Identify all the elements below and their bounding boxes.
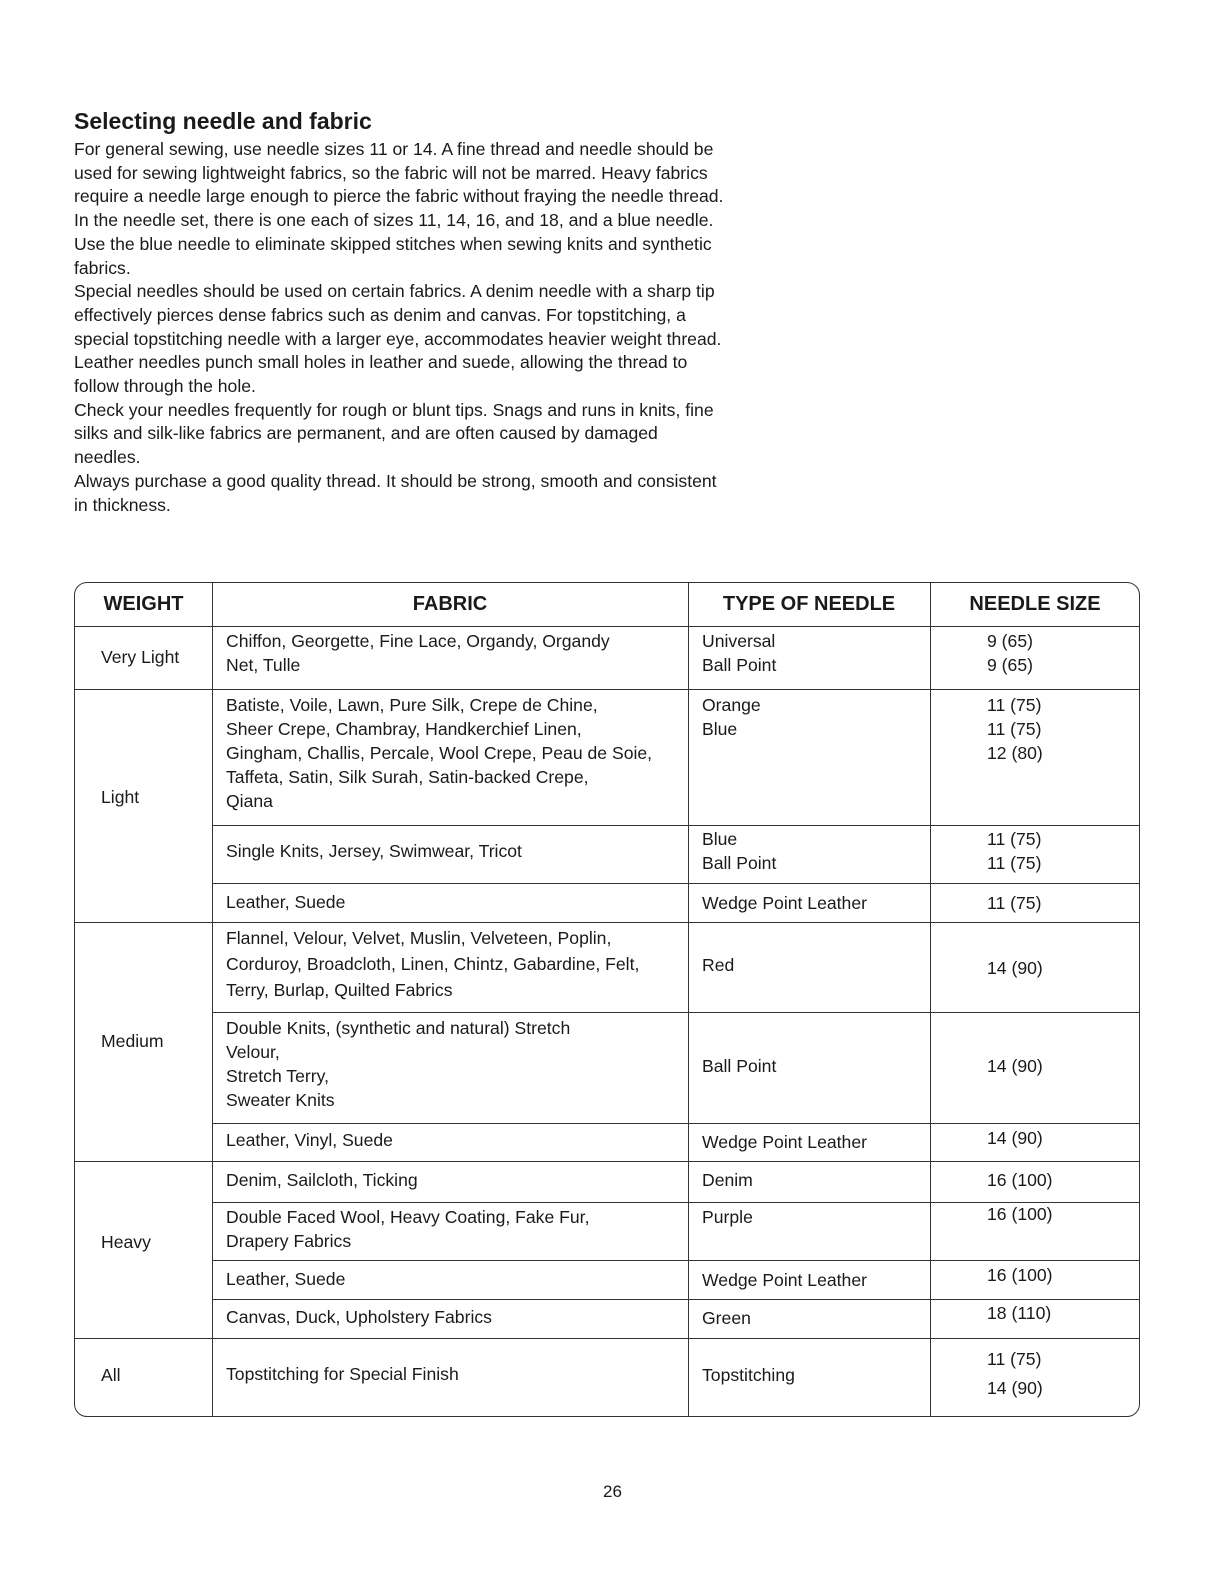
needle-size-cell: 11 (75) — [987, 893, 1042, 913]
needle-size-cell: 11 (75) — [987, 695, 1042, 715]
weight-very-light: Very Light — [101, 647, 180, 667]
needle-type-cell: Green — [702, 1308, 751, 1328]
fabric-cell: Canvas, Duck, Upholstery Fabrics — [226, 1307, 492, 1327]
intro-line: needles. — [74, 447, 141, 468]
fabric-cell: Leather, Vinyl, Suede — [226, 1130, 393, 1150]
needle-type-cell: Wedge Point Leather — [702, 1132, 867, 1152]
intro-line: Check your needles frequently for rough or blunt tips. Snags and runs in knits, fine — [74, 399, 714, 420]
intro-line: used for sewing lightweight fabrics, so the fabric will not be marred. Heavy fabrics — [74, 162, 708, 183]
fabric-cell: Corduroy, Broadcloth, Linen, Chintz, Gabardine, Felt, — [226, 954, 640, 974]
needle-type-cell: Ball Point — [702, 655, 777, 675]
needle-size-cell: 16 (100) — [987, 1265, 1053, 1285]
fabric-cell: Batiste, Voile, Lawn, Pure Silk, Crepe de Chine, — [226, 695, 598, 715]
fabric-cell: Sweater Knits — [226, 1090, 335, 1110]
row-divider — [212, 1299, 1139, 1300]
intro-line: require a needle large enough to pierce the fabric without fraying the needle thread. — [74, 186, 724, 207]
needle-type-cell: Denim — [702, 1170, 753, 1190]
intro-line: Special needles should be used on certain fabrics. A denim needle with a sharp tip — [74, 281, 715, 302]
row-divider — [212, 1012, 1139, 1013]
weight-all: All — [101, 1365, 121, 1385]
fabric-cell: Gingham, Challis, Percale, Wool Crepe, Peau de Soie, — [226, 743, 653, 763]
intro-line: For general sewing, use needle sizes 11 or 14. A fine thread and needle should be — [74, 139, 714, 159]
fabric-cell: Velour, — [226, 1042, 280, 1062]
needle-size-cell: 16 (100) — [987, 1204, 1053, 1224]
row-divider — [75, 922, 1139, 923]
fabric-cell: Sheer Crepe, Chambray, Handkerchief Linen, — [226, 719, 582, 739]
fabric-cell: Taffeta, Satin, Silk Surah, Satin-backed Crepe, — [226, 767, 589, 787]
intro-line: effectively pierces dense fabrics such as denim and canvas. For topstitching, a — [74, 304, 686, 325]
needle-type-cell: Blue — [702, 829, 738, 849]
needle-size-cell: 9 (65) — [987, 655, 1033, 675]
needle-type-cell: Purple — [702, 1207, 753, 1227]
intro-line: follow through the hole. — [74, 376, 256, 397]
weight-light: Light — [101, 787, 140, 807]
row-divider — [212, 1260, 1139, 1261]
intro-line: Use the blue needle to eliminate skipped stitches when sewing knits and synthetic — [74, 233, 712, 254]
needle-size-cell: 11 (75) — [987, 1349, 1042, 1369]
needle-type-cell: Ball Point — [702, 853, 777, 873]
fabric-cell: Chiffon, Georgette, Fine Lace, Organdy, Organdy — [226, 631, 610, 651]
needle-size-cell: 11 (75) — [987, 853, 1042, 873]
fabric-cell: Denim, Sailcloth, Ticking — [226, 1170, 418, 1190]
header-weight: WEIGHT — [103, 593, 184, 615]
intro-line: silks and silk-like fabrics are permanent, and are often caused by damaged — [74, 423, 658, 444]
needle-size-cell: 14 (90) — [987, 1128, 1043, 1148]
needle-size-cell: 14 (90) — [987, 1056, 1043, 1076]
intro-line: Leather needles punch small holes in leather and suede, allowing the thread to — [74, 352, 688, 373]
intro-line: Always purchase a good quality thread. It should be strong, smooth and consistent — [74, 470, 717, 491]
needle-size-cell: 12 (80) — [987, 743, 1043, 763]
needle-size-cell: 14 (90) — [987, 1378, 1043, 1398]
intro-line: special topstitching needle with a larger eye, accommodates heavier weight thread. — [74, 328, 722, 349]
row-divider — [212, 1123, 1139, 1124]
row-divider — [75, 1161, 1139, 1162]
row-divider — [75, 1338, 1139, 1339]
fabric-cell: Qiana — [226, 791, 273, 811]
fabric-cell: Double Knits, (synthetic and natural) Stretch — [226, 1018, 571, 1038]
fabric-cell: Leather, Suede — [226, 1269, 346, 1289]
header-needle-size: NEEDLE SIZE — [969, 593, 1101, 615]
needle-type-cell: Topstitching — [702, 1365, 795, 1385]
fabric-cell: Drapery Fabrics — [226, 1231, 352, 1251]
intro-line: fabrics. — [74, 257, 131, 278]
intro-text — [74, 138, 834, 517]
column-divider — [212, 583, 213, 1416]
needle-type-cell: Orange — [702, 695, 761, 715]
fabric-cell: Double Faced Wool, Heavy Coating, Fake Fur, — [226, 1207, 590, 1227]
weight-heavy: Heavy — [101, 1232, 151, 1252]
fabric-cell: Single Knits, Jersey, Swimwear, Tricot — [226, 841, 522, 861]
fabric-cell: Terry, Burlap, Quilted Fabrics — [226, 980, 453, 1000]
section-heading: Selecting needle and fabric — [74, 108, 372, 134]
needle-size-cell: 14 (90) — [987, 958, 1043, 978]
needle-type-cell: Blue — [702, 719, 738, 739]
fabric-cell: Stretch Terry, — [226, 1066, 329, 1086]
needle-size-cell: 11 (75) — [987, 829, 1042, 849]
needle-type-cell: Universal — [702, 631, 776, 651]
needle-type-cell: Wedge Point Leather — [702, 893, 867, 913]
intro-line: In the needle set, there is one each of sizes 11, 14, 16, and 18, and a blue needle. — [74, 210, 714, 231]
fabric-cell: Flannel, Velour, Velvet, Muslin, Velveteen, Poplin, — [226, 928, 612, 948]
header-type-of-needle: TYPE OF NEEDLE — [722, 593, 896, 615]
weight-medium: Medium — [101, 1031, 164, 1051]
fabric-cell: Topstitching for Special Finish — [226, 1364, 459, 1384]
needle-type-cell: Ball Point — [702, 1056, 777, 1076]
fabric-cell: Net, Tulle — [226, 655, 301, 675]
header-divider — [75, 626, 1139, 627]
column-divider — [930, 583, 931, 1416]
row-divider — [212, 883, 1139, 884]
header-fabric: FABRIC — [412, 593, 488, 615]
needle-type-cell: Red — [702, 955, 735, 975]
needle-type-cell: Wedge Point Leather — [702, 1270, 867, 1290]
fabric-cell: Leather, Suede — [226, 892, 346, 912]
needle-size-cell: 18 (110) — [987, 1303, 1052, 1323]
page-number: 26 — [603, 1482, 622, 1501]
column-divider — [688, 583, 689, 1416]
needle-fabric-table — [74, 582, 1140, 1417]
needle-size-cell: 16 (100) — [987, 1170, 1053, 1190]
needle-size-cell: 11 (75) — [987, 719, 1042, 739]
row-divider — [212, 825, 1139, 826]
row-divider — [75, 689, 1139, 690]
intro-line: in thickness. — [74, 494, 171, 515]
needle-size-cell: 9 (65) — [987, 631, 1033, 651]
